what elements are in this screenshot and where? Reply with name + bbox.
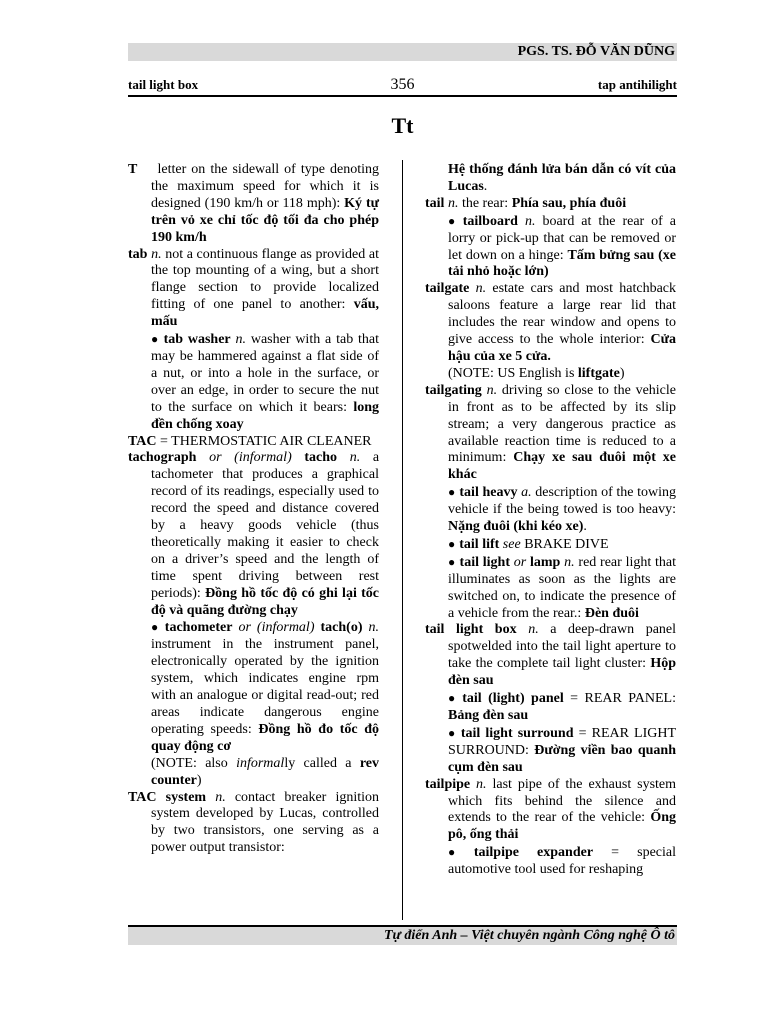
note-term: rev counter (151, 755, 379, 788)
note-italic: informal (236, 755, 285, 771)
vietnamese-gloss: Cửa hậu của xe 5 cửa. (448, 332, 676, 364)
part-of-speech: n. (475, 281, 487, 297)
headword: tab (128, 246, 148, 262)
note-text: (NOTE: also (151, 755, 237, 771)
subentry-tailboard (425, 213, 676, 282)
headword: tail lift (459, 536, 500, 552)
headword: tachometer (164, 620, 233, 636)
column-divider (402, 160, 403, 920)
part-of-speech: n. (476, 776, 487, 792)
headword: tail (425, 195, 445, 211)
running-head (128, 75, 677, 97)
footer-band (128, 925, 677, 945)
subentry-tachometer (128, 619, 379, 789)
definition: instrument in the instrument panel, electronically operated by the ignition system, which indicates engine rpm with an analogue or digital read-out; red areas indicate dangerous engine operating speeds: (151, 637, 379, 737)
note-text: (NOTE: US English is (448, 365, 578, 381)
vietnamese-gloss: Đồng hồ đo tốc độ quay động cơ (151, 721, 380, 754)
bullet-icon: ● (448, 845, 470, 860)
part-of-speech: n. (215, 789, 226, 805)
part-of-speech: n. (349, 450, 361, 466)
cross-reference: BRAKE DIVE (524, 536, 609, 552)
vietnamese-gloss: Phía sau, phía đuôi (511, 195, 627, 211)
headword: T (128, 162, 138, 177)
vietnamese-gloss: Chạy xe sau đuôi một xe khác (448, 450, 676, 483)
note-term: liftgate (577, 365, 620, 381)
subentry-tailpipe-expander (425, 844, 676, 879)
bullet-icon: ● (448, 691, 459, 706)
entry-continuation: Hệ thống đánh lửa bán dẫn có vít của Lucas. (448, 162, 676, 194)
headword-variant: tach(o) (320, 620, 363, 636)
headword: tab washer (163, 332, 231, 348)
definition: letter on the sidewall of type denoting the maximum speed for which it is designed (190 km/h or 118 mph): (151, 162, 380, 211)
part-of-speech: n. (151, 246, 162, 262)
part-of-speech: n. (447, 195, 459, 211)
author-band (128, 43, 677, 61)
bullet-icon: ● (448, 554, 456, 569)
headword: tachograph (128, 450, 197, 466)
vietnamese-gloss: Bảng đèn sau (448, 708, 529, 723)
definition: driving so close to the vehicle in front as to be affected by its slip stream; a very dangerous practice as available reaction time is reduced to a minimum: (448, 382, 677, 466)
entry-tac (128, 434, 379, 451)
subentry-tail-light-panel (425, 690, 676, 725)
definition: red rear light that illuminates as soon as the lights are switched on, to indicate the presence of a vehicle from the rear.: (448, 554, 677, 621)
definition: contact breaker ignition system developed by Lucas, controlled by two transistors, one serving as a power output transistor: (151, 789, 380, 856)
variant-marker: or (informal) (209, 450, 292, 466)
variant-marker: or (513, 554, 527, 570)
headword: tail heavy (459, 485, 518, 501)
bullet-icon: ● (151, 332, 160, 347)
headword: tailpipe (425, 776, 471, 792)
headword: tailpipe expander (473, 845, 594, 861)
note-text: ) (196, 772, 202, 788)
definition: estate cars and most hatchback saloons feature a large rear lid that includes the rear window and opens to give access to the whole interior: (448, 281, 677, 348)
vietnamese-gloss: Hệ thống đánh lửa bán dẫn có vít của Lucas (448, 162, 676, 194)
note-text: ly called a (284, 755, 360, 771)
definition: = special automotive tool used for reshaping (448, 845, 677, 878)
letter-heading: Tt (391, 113, 414, 138)
right-guide-word: tap antihilight (597, 77, 677, 92)
footer-title: Tự điển Anh – Việt chuyên ngành Công nghệ Ô tô (383, 928, 675, 943)
bullet-icon: ● (151, 620, 161, 635)
vietnamese-gloss: long đền chống xoay (151, 399, 380, 432)
bullet-icon: ● (448, 485, 456, 500)
entry-tail-light-box (425, 622, 676, 690)
subentry-tail-lift (425, 536, 676, 554)
headword: tailgating (425, 382, 482, 398)
entry-tail (425, 196, 676, 213)
headword: tail light box (425, 622, 517, 638)
part-of-speech: n. (524, 213, 536, 229)
cross-reference-marker: see (502, 536, 521, 552)
vietnamese-gloss: Ký tự trên vỏ xe chỉ tốc độ tối đa cho phép 190 km/h (151, 195, 380, 245)
part-of-speech: n. (564, 554, 575, 570)
entry-tailgating (425, 383, 676, 484)
headword: TAC (128, 433, 157, 449)
headword: tailgate (425, 281, 470, 297)
headword: tail (light) panel (462, 691, 564, 707)
bullet-icon: ● (448, 536, 456, 551)
definition: the rear: (461, 195, 509, 211)
part-of-speech: n. (368, 620, 380, 636)
vietnamese-gloss: Nặng đuôi (khi kéo xe) (448, 519, 584, 535)
entry-tailgate (425, 281, 676, 382)
bullet-icon: ● (448, 213, 459, 228)
vietnamese-gloss: Ống pô, ống thải (448, 810, 676, 843)
author-name: PGS. TS. ĐỖ VĂN DŨNG (517, 44, 675, 59)
headword: tail light (459, 554, 510, 570)
vietnamese-gloss: Đèn đuôi (584, 605, 639, 621)
entry-tachograph (128, 450, 379, 619)
definition: washer with a tab that may be hammered against a flat side of a nut, or into a hole in the surface, or over an edge, in order to secure the nut to the surface on which it bears: (151, 332, 380, 415)
definition: description of the towing vehicle if the being towed is too heavy: (448, 485, 677, 518)
subentry-tail-heavy: ● tail heavy a. description of the towing vehicle if the being towed is too heavy: Nặng đuôi (khi kéo xe). (448, 485, 677, 535)
headword: tail light surround (460, 725, 574, 741)
right-column (425, 162, 676, 879)
headword: TAC system (128, 789, 207, 805)
vietnamese-gloss: Tấm bửng sau (xe tải nhỏ hoặc lớn) (448, 247, 676, 280)
part-of-speech: a. (521, 485, 532, 501)
page-number: 356 (390, 76, 415, 93)
definition: a tachometer that produces a graphical record of its readings, especially used to record the speed and distance covered by a heavy goods vehicle (thus theoretically making it easier to check on a driver’s speed and the length of time spent driving between rest periods): (151, 450, 380, 601)
vietnamese-gloss: vấu, mấu (151, 297, 379, 330)
left-guide-word: tail light box (128, 77, 199, 92)
headword: tailboard (462, 213, 518, 229)
definition: not a continuous flange as provided at the top mounting of a wing, but a short flange section to provide localized fitting of one panel to another: (151, 246, 379, 313)
headword-variant: lamp (530, 554, 561, 570)
left-column (128, 162, 379, 857)
definition: = THERMOSTATIC AIR CLEANER (160, 433, 372, 449)
subentry-tab-washer (128, 331, 379, 433)
bullet-icon: ● (448, 725, 457, 740)
part-of-speech: n. (528, 622, 539, 638)
subentry-tail-light (425, 554, 676, 623)
subentry-tail-light-surround (425, 725, 676, 777)
vietnamese-gloss: Hộp đèn sau (448, 656, 677, 689)
definition: a deep-drawn panel spotwelded into the tail light aperture to take the complete tail light cluster: (448, 622, 677, 672)
entry-tailpipe (425, 777, 676, 845)
definition: = REAR PANEL: (570, 691, 676, 707)
part-of-speech: n. (235, 332, 246, 348)
variant-marker: or (informal) (238, 620, 315, 636)
entry-tab (128, 247, 379, 332)
vietnamese-gloss: Đồng hồ tốc độ có ghi lại tốc độ và quãng đường chạy (151, 585, 380, 618)
definition: board at the rear of a lorry or pick-up that can be removed or let down on a hinge: (448, 213, 677, 263)
vietnamese-gloss: Đường viền bao quanh cụm đèn sau (448, 742, 677, 775)
headword-variant: tacho (304, 450, 338, 466)
definition: = REAR LIGHT SURROUND: (448, 725, 677, 758)
part-of-speech: n. (486, 382, 498, 398)
note-text: ) (619, 365, 625, 381)
entry-t (128, 162, 379, 247)
entry-tac-system (128, 790, 379, 858)
definition: last pipe of the exhaust system which fits behind the silence and extends to the rear of the vehicle: (448, 776, 677, 826)
